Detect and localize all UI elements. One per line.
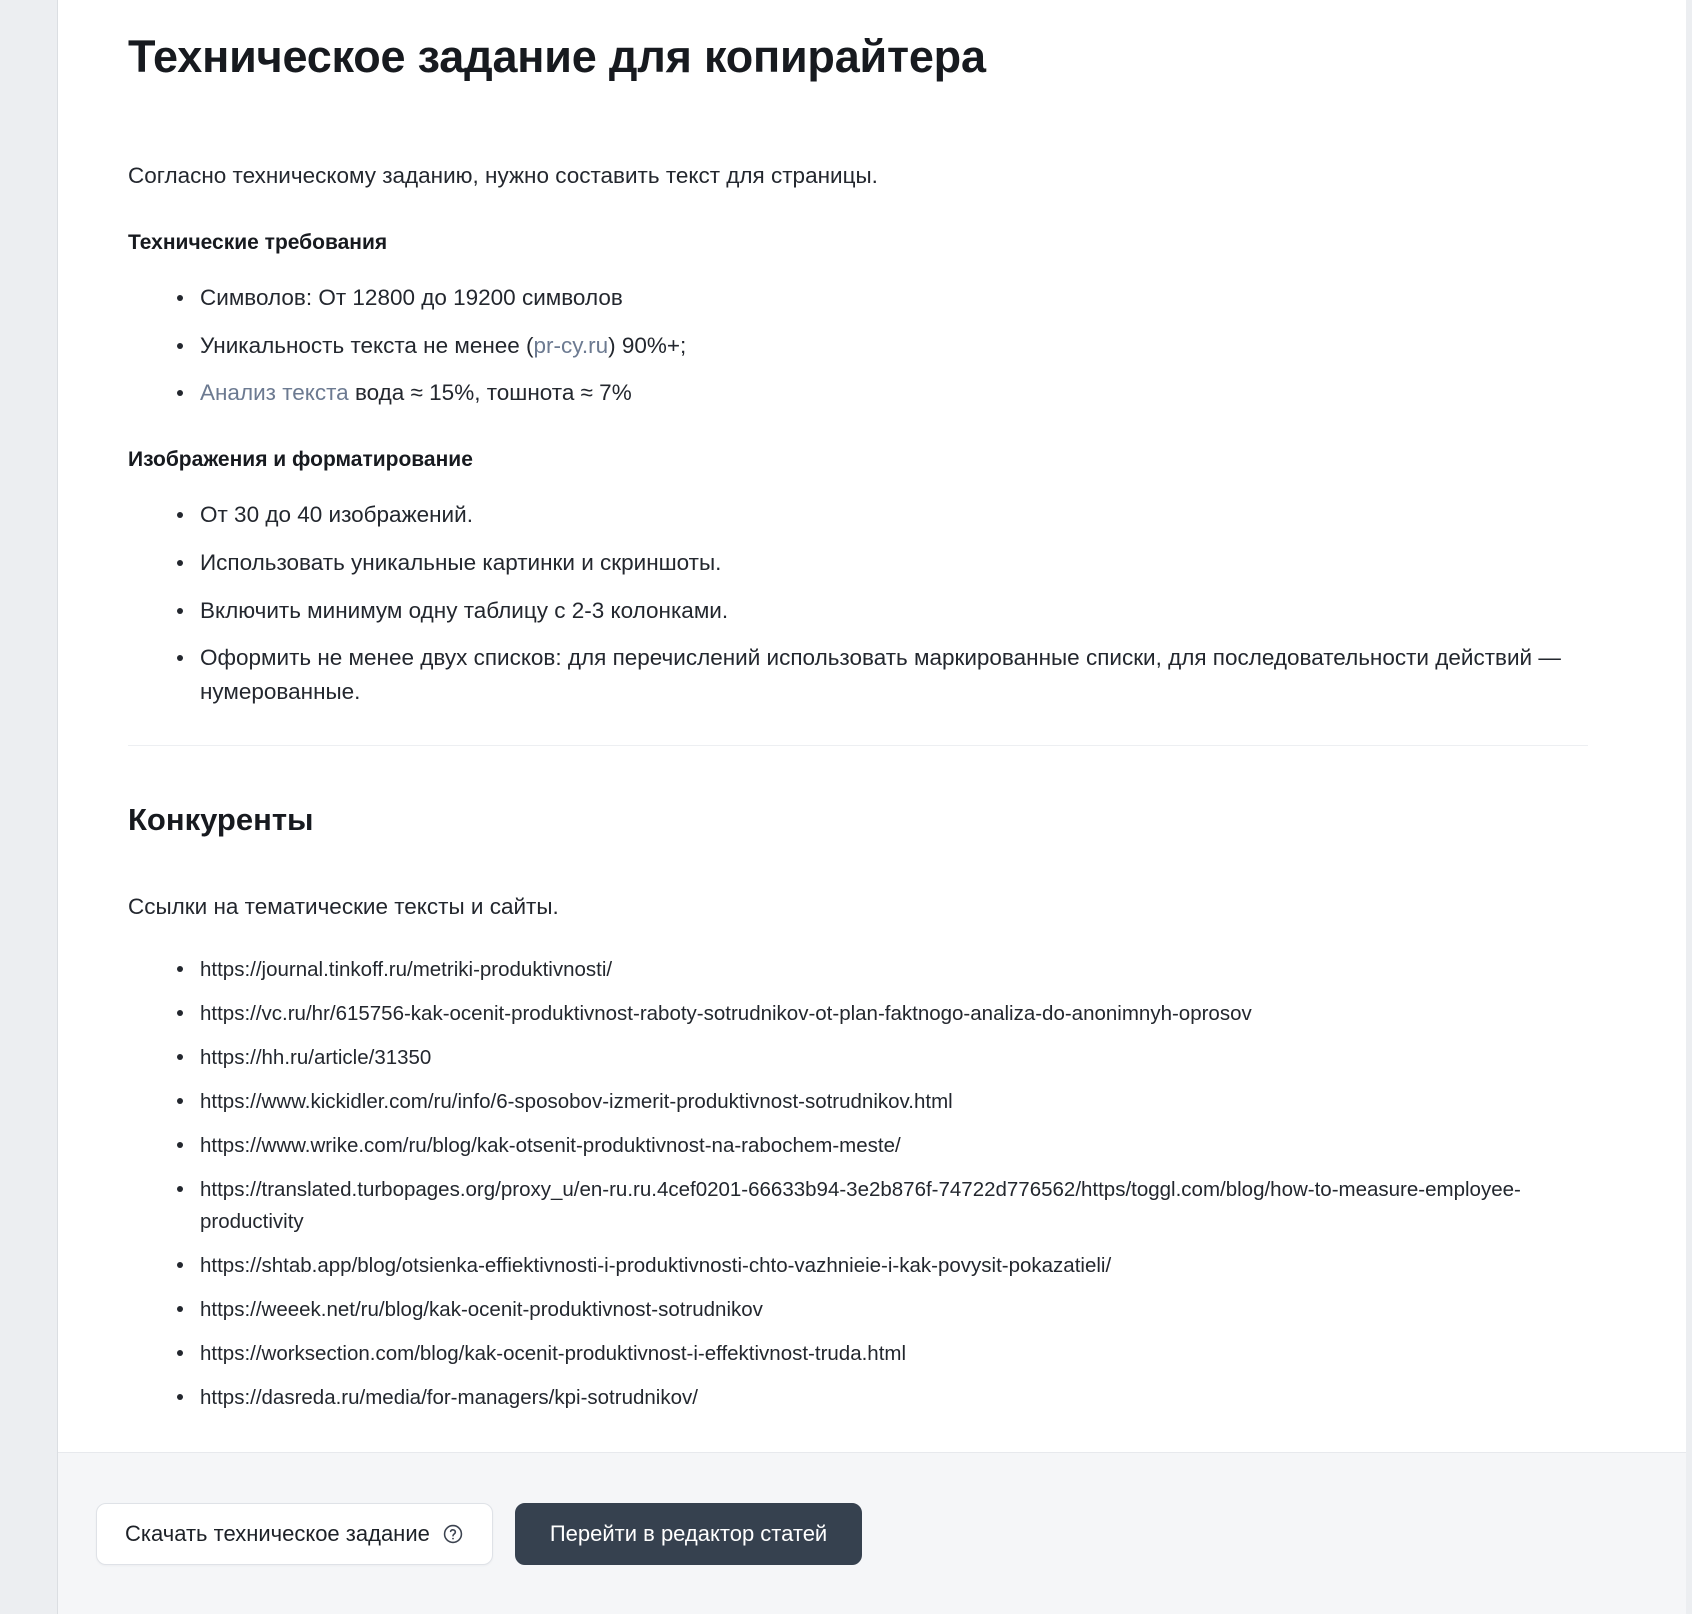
download-brief-label: Скачать техническое задание — [125, 1520, 430, 1546]
list-item — [200, 329, 1588, 363]
competitor-url[interactable]: https://vc.ru/hr/615756-kak-ocenit-produktivnost-raboty-sotrudnikov-ot-plan-faktnogo-analiza-do-anonimnyh-oprosov — [200, 1001, 1252, 1025]
list-item — [200, 594, 1588, 628]
list-item — [200, 1042, 1588, 1073]
competitor-url[interactable]: https://www.wrike.com/ru/blog/kak-otsenit-produktivnost-na-rabochem-meste/ — [200, 1134, 901, 1158]
list-item — [200, 1338, 1588, 1369]
requirement-uniqueness-before: Уникальность текста не менее ( — [200, 332, 534, 358]
images-item-text: От 30 до 40 изображений. — [200, 502, 473, 528]
list-item — [200, 1130, 1588, 1161]
page-title: Техническое задание для копирайтера — [128, 31, 986, 82]
list-item — [200, 641, 1588, 709]
competitor-url[interactable]: https://shtab.app/blog/otsienka-effiektivnosti-i-produktivnosti-chto-vazhnieie-i-kak-povysit-pokazatieli/ — [200, 1253, 1112, 1277]
list-item — [200, 1086, 1588, 1117]
competitor-url[interactable]: https://hh.ru/article/31350 — [200, 1045, 432, 1069]
competitor-url-list — [128, 954, 1588, 1414]
list-item — [200, 376, 1588, 410]
requirements-list — [128, 281, 1588, 410]
images-item-text: Оформить не менее двух списков: для перечислений использовать маркированные списки, для последовательности действий — нумерованные. — [200, 645, 1561, 705]
open-article-editor-button[interactable] — [515, 1503, 862, 1565]
list-item — [200, 498, 1588, 532]
competitor-url[interactable]: https://journal.tinkoff.ru/metriki-produktivnosti/ — [200, 957, 613, 981]
list-item — [200, 1294, 1588, 1325]
document-panel — [58, 0, 1692, 1614]
document-scroll-area[interactable] — [58, 0, 1692, 1452]
images-item-text: Включить минимум одну таблицу с 2-3 колонками. — [200, 597, 729, 623]
competitors-heading: Конкуренты — [128, 801, 314, 837]
competitors-lead: Ссылки на тематические тексты и сайты. — [128, 893, 559, 919]
requirement-uniqueness-after: ) 90%+; — [608, 332, 687, 358]
list-item — [200, 954, 1588, 985]
question-circle-icon[interactable] — [442, 1523, 464, 1545]
competitor-url[interactable]: https://translated.turbopages.org/proxy_u/en-ru.ru.4cef0201-66633b94-3e2b876f-74722d776562/https/toggl.com/blog/how-to-measure-employee-productivity — [200, 1178, 1521, 1233]
list-item — [200, 1174, 1588, 1236]
text-analysis-link[interactable]: Анализ текста — [200, 380, 349, 406]
left-gutter — [0, 0, 58, 1614]
images-heading: Изображения и форматирование — [128, 448, 473, 472]
document-content — [128, 30, 1588, 1452]
images-list — [128, 498, 1588, 709]
list-item — [200, 281, 1588, 315]
images-item-text: Использовать уникальные картинки и скриншоты. — [200, 549, 722, 575]
competitor-url[interactable]: https://dasreda.ru/media/for-managers/kpi-sotrudnikov/ — [200, 1386, 698, 1410]
right-edge-strip — [1686, 0, 1692, 1614]
list-item — [200, 1250, 1588, 1281]
competitor-url[interactable]: https://worksection.com/blog/kak-ocenit-produktivnost-i-effektivnost-truda.html — [200, 1342, 907, 1365]
list-item — [200, 1382, 1588, 1413]
lead-paragraph: Согласно техническому заданию, нужно составить текст для страницы. — [128, 163, 878, 189]
download-brief-button[interactable] — [96, 1503, 493, 1565]
prcy-link[interactable]: pr-cy.ru — [533, 332, 609, 358]
requirement-analysis-after: вода ≈ 15%, тошнота ≈ 7% — [348, 380, 632, 406]
footer-action-bar — [58, 1452, 1692, 1614]
competitor-url[interactable]: https://weeek.net/ru/blog/kak-ocenit-produktivnost-sotrudnikov — [200, 1297, 763, 1321]
requirements-heading: Технические требования — [128, 230, 388, 254]
open-article-editor-label: Перейти в редактор статей — [549, 1520, 828, 1546]
requirement-characters: Символов: От 12800 до 19200 символов — [200, 284, 623, 310]
list-item — [200, 998, 1588, 1029]
competitor-url[interactable]: https://www.kickidler.com/ru/info/6-sposobov-izmerit-produktivnost-sotrudnikov.html — [200, 1090, 953, 1114]
section-divider — [128, 745, 1588, 746]
list-item — [200, 546, 1588, 580]
